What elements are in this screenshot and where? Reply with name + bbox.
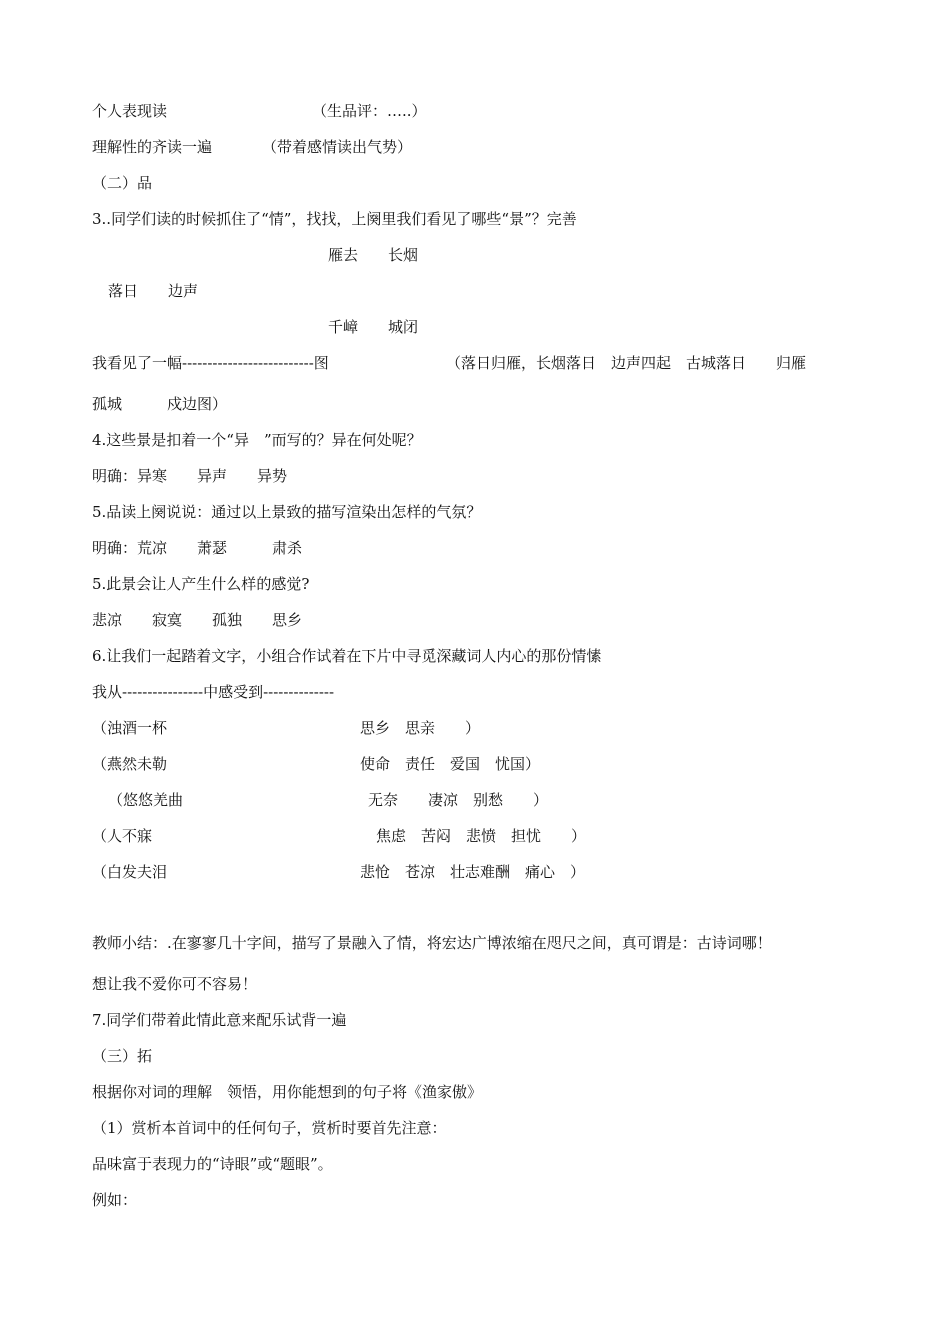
text-line: 思乡 思亲 ） — [360, 719, 481, 737]
question: 5.品读上阕说说：通过以上景致的描写渲染出怎样的气氛？ — [92, 503, 482, 521]
text-line: 根据你对词的理解 领悟，用你能想到的句子将《渔家傲》 — [92, 1083, 483, 1101]
text-line: 使命 责任 爱国 忧国） — [360, 755, 541, 773]
text-line: 孤城 戍边图） — [92, 395, 228, 413]
text-line: （悠悠羌曲 — [108, 791, 184, 809]
text-line: （落日归雁，长烟落日 边声四起 古城落日 归雁 — [446, 354, 807, 372]
text-line: （白发夫泪 — [92, 863, 168, 881]
question: 3..同学们读的时候抓住了“情”，找找，上阕里我们看见了哪些“景”？完善 — [92, 210, 577, 228]
question: 5.此景会让人产生什么样的感觉? — [92, 575, 310, 593]
text-line: 品味富于表现力的“诗眼”或“题眼”。 — [92, 1155, 333, 1173]
teacher-summary: 教师小结：.在寥寥几十字间，描写了景融入了情，将宏达广博浓缩在咫尺之间，真可谓是：古诗词哪！ — [92, 934, 772, 952]
section-heading: （三）拓 — [92, 1047, 153, 1065]
answer: 悲凉 寂寞 孤独 思乡 — [92, 611, 303, 629]
text-line: 焦虑 苦闷 悲愤 担忧 ） — [376, 827, 587, 845]
text-line: 个人表现读 — [92, 102, 168, 120]
text-line: （浊酒一杯 — [92, 719, 168, 737]
text-line: （1）赏析本首词中的任何句子，赏析时要首先注意： — [92, 1119, 447, 1137]
text-line: 悲怆 苍凉 壮志难酬 痛心 ） — [360, 863, 586, 881]
section-heading: （二）品 — [92, 174, 153, 192]
text-line: 落日 边声 — [108, 282, 199, 300]
text-line: 我从----------------中感受到-------------- — [92, 683, 335, 701]
text-line: 雁去 长烟 — [328, 246, 419, 264]
text-line: 想让我不爱你可不容易！ — [92, 975, 258, 993]
text-line: （燕然未勒 — [92, 755, 168, 773]
answer: 明确：荒凉 萧瑟 肃杀 — [92, 539, 303, 557]
text-line: （带着感情读出气势） — [262, 138, 413, 156]
text-line: 千嶂 城闭 — [328, 318, 419, 336]
question: 4.这些景是扣着一个“异 ”而写的？异在何处呢？ — [92, 431, 422, 449]
question: 6.让我们一起踏着文字，小组合作试着在下片中寻觅深藏词人内心的那份情愫 — [92, 647, 602, 665]
text-line: （人不寐 — [92, 827, 153, 845]
text-line: 无奈 凄凉 别愁 ） — [368, 791, 549, 809]
text-line: 例如： — [92, 1191, 138, 1209]
answer: 明确：异寒 异声 异势 — [92, 467, 288, 485]
text-line: 理解性的齐读一遍 — [92, 138, 213, 156]
text-line: （生品评：…..） — [312, 102, 427, 120]
question: 7.同学们带着此情此意来配乐试背一遍 — [92, 1011, 347, 1029]
text-line: 我看见了一幅--------------------------图 — [92, 354, 329, 372]
